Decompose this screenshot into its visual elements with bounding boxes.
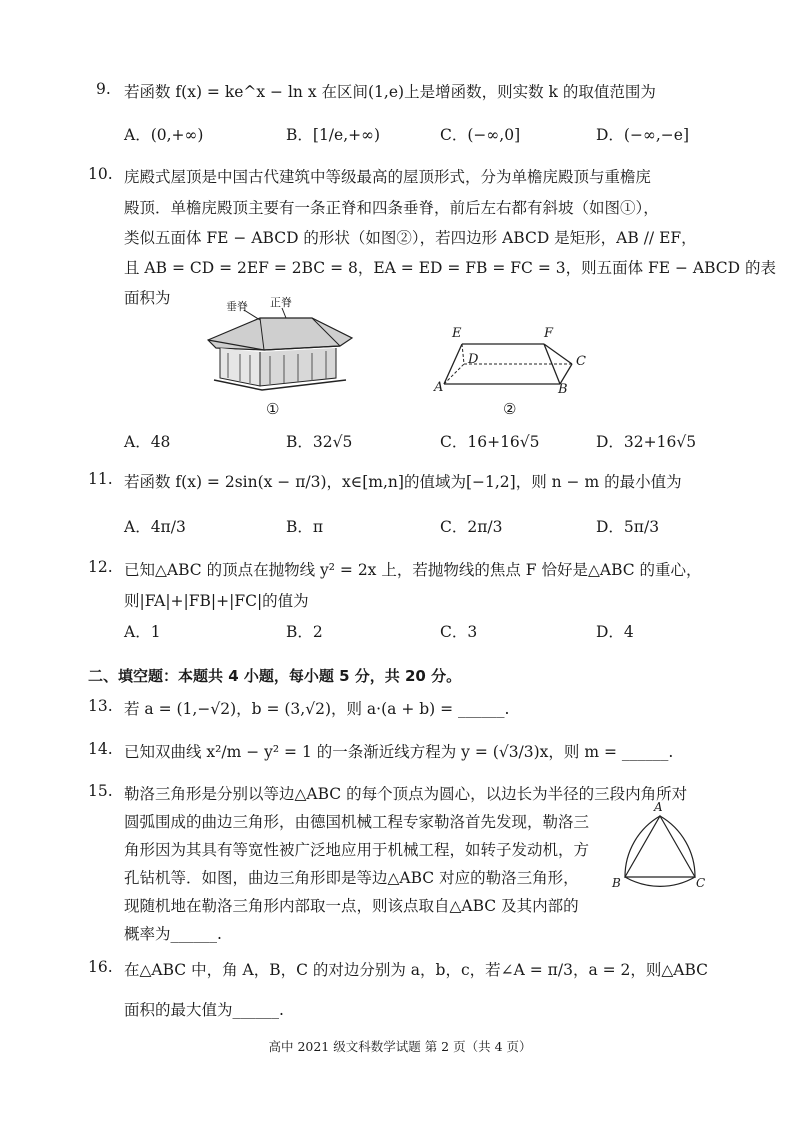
q13-stem: 若 a = (1,−√2)，b = (3,√2)，则 a·(a + b) = ______. — [124, 700, 510, 718]
section-2-heading: 二、填空题：本题共 4 小题，每小题 5 分，共 20 分。 — [88, 667, 462, 685]
q9-option-c: C．(−∞,0] — [440, 126, 521, 144]
q10-figure-2 — [430, 326, 600, 396]
vertex-c: C — [576, 354, 586, 369]
reuleaux-vertex-b: B — [612, 876, 621, 890]
q15-line-1: 勒洛三角形是分别以等边△ABC 的每个顶点为圆心，以边长为半径的三段内角所对 — [124, 785, 688, 803]
label-zheng-ji: 正脊 — [270, 296, 292, 309]
q9-option-a: A．(0,+∞) — [124, 126, 204, 144]
reuleaux-triangle-diagram — [610, 806, 710, 898]
q15-line-3: 角形因为其具有等宽性被广泛地应用于机械工程，如转子发动机，方 — [124, 841, 590, 859]
q10-line-3: 类似五面体 FE − ABCD 的形状（如图②），若四边形 ABCD 是矩形，AB // EF， — [124, 229, 697, 247]
q10-option-d: D．32+16√5 — [596, 433, 697, 451]
q12-line-2: 则|FA|+|FB|+|FC|的值为 — [124, 592, 309, 610]
q10-line-4: 且 AB = CD = 2EF = 2BC = 8，EA = ED = FB = FC = 3，则五面体 FE − ABCD 的表 — [124, 259, 777, 277]
q9-stem: 若函数 f(x) = ke^x − ln x 在区间(1,e)上是增函数，则实数 k 的取值范围为 — [124, 83, 656, 101]
vertex-e: E — [452, 326, 462, 341]
q12-option-b: B．2 — [286, 623, 323, 641]
q11-option-b: B．π — [286, 518, 324, 536]
q10-number: 10. — [88, 165, 113, 183]
q16-line-2: 面积的最大值为______. — [124, 1001, 284, 1019]
q10-line-2: 殿顶．单檐庑殿顶主要有一条正脊和四条垂脊，前后左右都有斜坡（如图①）， — [124, 199, 659, 217]
q10-figure-1-caption: ① — [266, 400, 280, 418]
q13-number: 13. — [88, 697, 113, 715]
q11-option-c: C．2π/3 — [440, 518, 503, 536]
q15-line-5: 现随机地在勒洛三角形内部取一点，则该点取自△ABC 及其内部的 — [124, 897, 579, 915]
q12-line-1: 已知△ABC 的顶点在抛物线 y² = 2x 上，若抛物线的焦点 F 恰好是△ABC 的重心， — [124, 561, 702, 579]
label-chui-ji: 垂脊 — [226, 300, 248, 313]
q10-option-b: B．32√5 — [286, 433, 353, 451]
q10-figure-2-caption: ② — [503, 400, 517, 418]
vertex-d: D — [468, 352, 479, 367]
q14-stem: 已知双曲线 x²/m − y² = 1 的一条渐近线方程为 y = (√3/3)x，则 m = ______. — [124, 743, 674, 761]
q11-option-d: D．5π/3 — [596, 518, 660, 536]
q10-line-5: 面积为 — [124, 289, 171, 307]
q15-number: 15. — [88, 782, 113, 800]
q11-number: 11. — [88, 470, 113, 488]
vertex-b: B — [558, 382, 568, 397]
q15-line-2: 圆弧围成的曲边三角形，由德国机械工程专家勒洛首先发现，勒洛三 — [124, 813, 590, 831]
q16-number: 16. — [88, 958, 113, 976]
q9-option-b: B．[1/e,+∞) — [286, 126, 381, 144]
reuleaux-vertex-a: A — [654, 800, 663, 814]
q12-option-c: C．3 — [440, 623, 478, 641]
q10-option-c: C．16+16√5 — [440, 433, 540, 451]
q10-option-a: A．48 — [124, 433, 171, 451]
temple-roof-image — [200, 298, 360, 398]
q14-number: 14. — [88, 740, 113, 758]
vertex-a: A — [434, 380, 444, 395]
q12-option-a: A．1 — [124, 623, 161, 641]
reuleaux-figure — [610, 800, 710, 898]
q11-stem: 若函数 f(x) = 2sin(x − π/3)，x∈[m,n]的值域为[−1,2]，则 n − m 的最小值为 — [124, 473, 682, 491]
q10-line-1: 庑殿式屋顶是中国古代建筑中等级最高的屋顶形式，分为单檐庑殿顶与重檐庑 — [124, 168, 652, 186]
vertex-f: F — [544, 326, 554, 341]
page-footer: 高中 2021 级文科数学试题 第 2 页（共 4 页） — [268, 1039, 532, 1054]
q12-option-d: D．4 — [596, 623, 634, 641]
q16-line-1: 在△ABC 中，角 A，B，C 的对边分别为 a，b，c，若∠A = π/3，a = 2，则△ABC — [124, 961, 709, 979]
q11-option-a: A．4π/3 — [124, 518, 186, 536]
q9-option-d: D．(−∞,−e] — [596, 126, 690, 144]
q15-line-4: 孔钻机等．如图，曲边三角形即是等边△ABC 对应的勒洛三角形， — [124, 869, 579, 887]
reuleaux-vertex-c: C — [696, 876, 706, 890]
q10-figure-1 — [200, 298, 360, 398]
q12-number: 12. — [88, 558, 113, 576]
q15-line-6: 概率为______. — [124, 925, 222, 943]
q9-number: 9. — [96, 80, 111, 98]
